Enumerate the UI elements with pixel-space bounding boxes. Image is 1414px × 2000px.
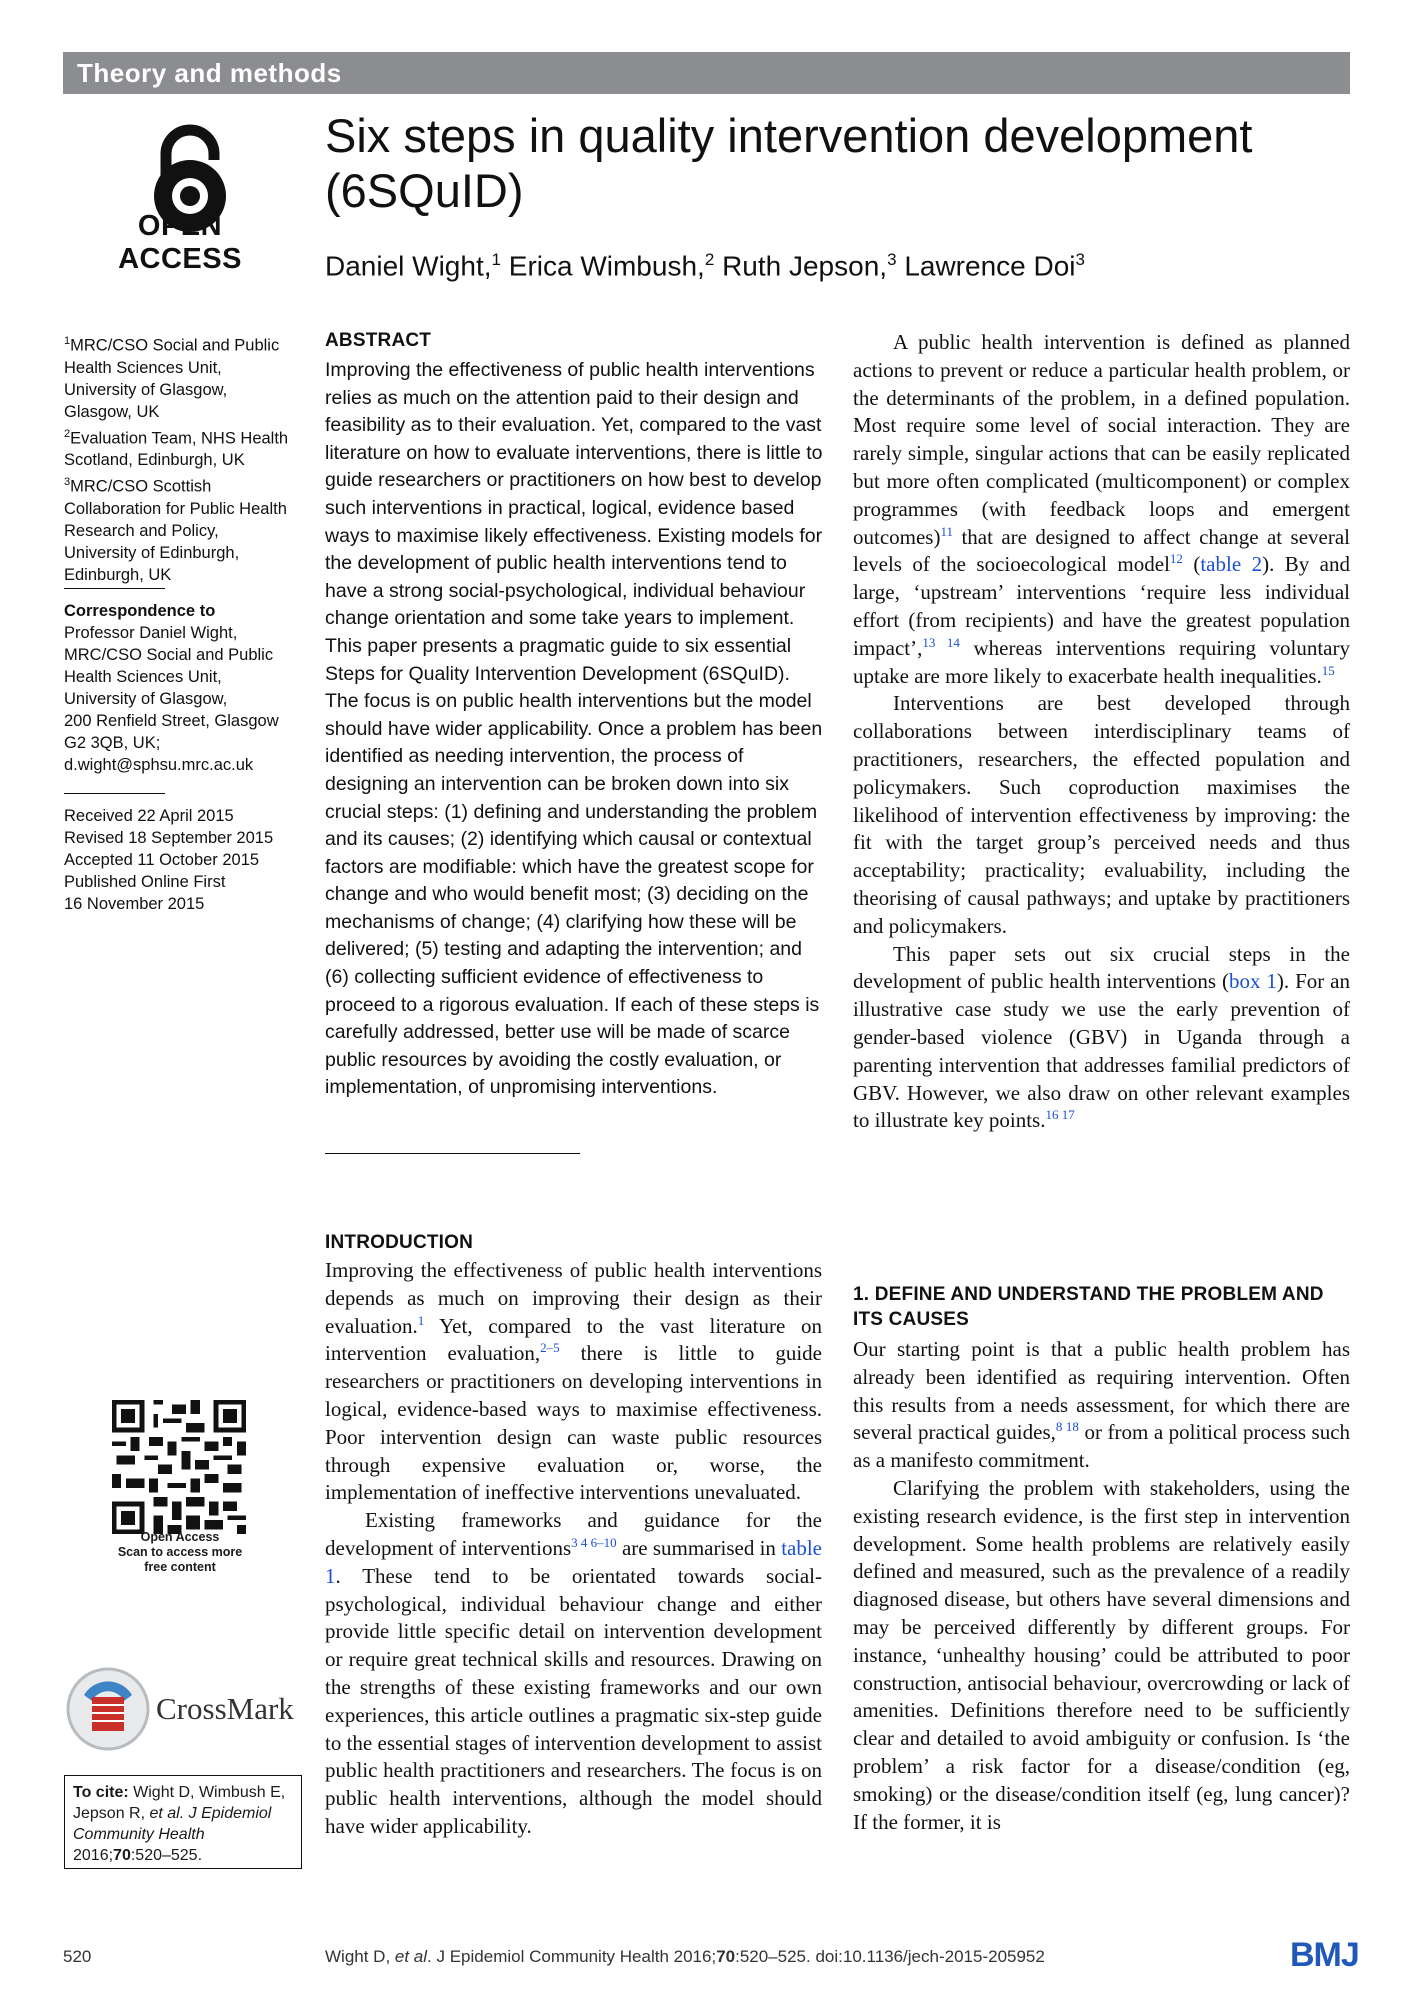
crossmark-icon xyxy=(64,1665,152,1753)
correspondence-line: G2 3QB, UK; xyxy=(64,734,161,752)
author-list xyxy=(325,250,1085,282)
crossmark-label: CrossMark xyxy=(156,1691,294,1726)
author: Daniel Wight, xyxy=(325,250,492,282)
paragraph: Interventions are best developed through collaborations between interdisciplinary teams of practitioners, researchers, the effected population and policymakers. Such coproduction maximises the likelihood of intervention effectiveness by improving: the fit with the target group’s perceived needs and thus acceptability; practicality; evaluability, including the theorising of causal pathways; and uptake by practitioners and policymakers. xyxy=(853,691,1350,938)
sidebar-divider xyxy=(64,793,165,794)
bmj-logo: BMJ xyxy=(1290,1936,1359,1974)
cite-pages: :520–525. xyxy=(130,1847,203,1864)
correspondence-line: MRC/CSO Social and Public xyxy=(64,646,274,664)
paragraph: Our starting point is that a public health problem has already been identified as requiring intervention. Often this results from a needs assessment, for which there are several practical guides,$^{8 18}$ or from a political process such as a manifesto commitment. xyxy=(853,1337,1351,1473)
affiliation xyxy=(64,423,294,472)
paragraph: Clarifying the problem with stakeholders, using the existing research evidence, is the first step in intervention development. Some health problems are relatively easily defined and measured, such as the prevalence of a readily diagnosed disease, but others have several dimensions and may be perceived differently by different groups. For instance, ‘unhealthy housing’ could be attributed to poor construction, antisocial behaviour, overcrowding or lack of amenities. Definitions therefore need to be sufficiently clear and detailed to avoid ambiguity or confusion. Is ‘the problem’ a risk factor for a disease/condition (eg, smoking) or the disease/condition itself (eg, lung cancer)? If the former, it is xyxy=(853,1475,1350,1834)
correspondence-line: University of Glasgow, xyxy=(64,690,228,708)
correspondence-title: Correspondence to xyxy=(64,602,216,620)
intervention-definition-body xyxy=(853,329,1350,1135)
reference-link[interactable]: 3 4 6–10 xyxy=(571,1534,617,1550)
qr-caption xyxy=(100,1530,260,1575)
footer-citation: Wight D, et al. J Epidemiol Community Health 2016;70:520–525. doi:10.1136/jech-2015-205952 xyxy=(325,1947,1045,1966)
paragraph: A public health intervention is defined as planned actions to prevent or reduce a particular health problem, or the determinants of the problem, in a defined population. Most require some level of social interaction. They are rarely simple, singular actions that can be easily replicated but more often complicated (multicomponent) or complex programmes (with feedback loops and emergent outcomes)$^{11}$ that are designed to affect change at several levels of the socioecological model$^{12}$ (table 2). By and large, ‘upstream’ interventions ‘require less individual effort (from recipients) and have the greatest population impact’,$^{13 14}$ whereas interventions requiring voluntary uptake are more likely to exacerbate health inequalities.$^{15}$ xyxy=(853,330,1350,688)
date-line: 16 November 2015 xyxy=(64,895,205,913)
abstract-text: Improving the effectiveness of public health interventions relies as much on the attention paid to their design and feasibility as to their evaluation. Yet, compared to the vast literature on how to evaluate interventions, there is little to guide researchers or practitioners on how best to develop such interventions in practical, logical, evidence based ways to maximise likely effectiveness. Existing models for the development of public health interventions tend to have a strong social-psychological, individual behaviour change orientation and some take years to implement. This paper presents a pragmatic guide to six essential Steps for Quality Intervention Development (6SQuID). The focus is on public health interventions but the model should have wider applicability. Once a problem has been identified as needing intervention, the process of designing an intervention can be broken down into six crucial steps: (1) defining and understanding the problem and its causes; (2) identifying which causal or contextual factors are modifiable: which have the greatest scope for change and who would benefit most; (3) deciding on the mechanisms of change; (4) clarifying how these will be delivered; (5) testing and adapting the intervention; and (6) collecting sufficient evidence of effectiveness to proceed to a rigorous evaluation. If each of these steps is carefully addressed, better use will be made of scarce public resources by avoiding the costly evaluation, or implementation, of unpromising interventions. xyxy=(325,359,823,1099)
section-banner xyxy=(63,52,1350,94)
article-dates xyxy=(64,805,304,915)
abstract-heading: ABSTRACT xyxy=(325,330,432,351)
cite-label: To cite: xyxy=(73,1784,129,1801)
cite-journal: J Epidemiol Community Health xyxy=(73,1805,272,1843)
correspondence-line: Professor Daniel Wight, xyxy=(64,624,238,642)
affiliation-marker: 3 xyxy=(887,250,897,269)
open-access-label: OPEN ACCESS xyxy=(118,210,242,275)
date-line: Received 22 April 2015 xyxy=(64,807,234,825)
qr-caption-line: Scan to access more xyxy=(117,1545,243,1559)
affiliation-marker: 1 xyxy=(491,250,501,269)
affiliation-marker: 3 xyxy=(1075,250,1085,269)
reference-link[interactable]: 1 xyxy=(417,1312,425,1328)
reference-link[interactable]: 16 17 xyxy=(1045,1107,1075,1123)
paragraph: Existing frameworks and guidance for the development of interventions$^{3 4 6-10}$ are summarised in table 1. These tend to be orientated towards social-psychological, individual behaviour change and either provide little specific detail on intervention development or require great technical skills and resources. Drawing on the strengths of these existing frameworks and our own experiences, this article outlines a pragmatic six-step guide to the essential stages of intervention development to assist public health practitioners and researchers. The focus is on public health interventions, although the model should have wider applicability. xyxy=(325,1508,822,1838)
cite-authors: Wight D, Wimbush E, Jepson R, xyxy=(73,1784,286,1822)
section1-heading: 1. DEFINE AND UNDERSTAND THE PROBLEM AND ITS CAUSES xyxy=(853,1284,1324,1330)
reference-link[interactable]: 12 xyxy=(1169,551,1183,567)
crossmark-badge[interactable] xyxy=(64,1665,294,1755)
table-link[interactable]: table 1 xyxy=(325,1535,822,1588)
correspondence-line: 200 Renfield Street, Glasgow xyxy=(64,712,279,730)
paragraph: This paper sets out six crucial steps in the development of public health interventions (box 1). For an illustrative case study we use the early prevention of gender-based violence (GBV) in Uganda through a parenting intervention that addresses familial predictors of GBV. However, we also draw on other relevant examples to illustrate key points.$^{16 17}$ xyxy=(853,941,1350,1133)
table-link[interactable]: table 2 xyxy=(1200,552,1263,577)
affiliation xyxy=(64,471,294,586)
sidebar-divider xyxy=(64,588,165,589)
author: Lawrence Doi xyxy=(904,250,1076,282)
reference-link[interactable]: 15 xyxy=(1321,662,1335,678)
correspondence-email[interactable]: d.wight@sphsu.mrc.ac.uk xyxy=(64,756,254,774)
paragraph: Improving the effectiveness of public health interventions depends as much on improving their design as their evaluation.$^1$ Yet, compared to the vast literature on intervention evaluation,$^{2-5}$ there is little to guide researchers or practitioners on developing interventions in logical, evidence-based ways to maximise effectiveness. Poor intervention design can waste public resources through expensive evaluation or, worse, the implementation of ineffective interventions unevaluated. xyxy=(325,1258,822,1505)
reference-link[interactable]: 8 18 xyxy=(1055,1419,1079,1435)
citation-box xyxy=(64,1775,302,1869)
affiliation-number: 3 xyxy=(64,476,71,488)
affiliation-marker: 2 xyxy=(704,250,715,269)
reference-link[interactable]: 2–5 xyxy=(540,1340,560,1356)
section-banner-label: Theory and methods xyxy=(77,58,342,88)
page-number: 520 xyxy=(63,1947,92,1966)
date-line: Published Online First xyxy=(64,873,226,891)
article-title: Six steps in quality intervention development (6SQuID) xyxy=(325,109,1253,217)
qr-code-icon[interactable] xyxy=(112,1400,246,1534)
box-link[interactable]: box 1 xyxy=(1229,969,1277,994)
author: Ruth Jepson, xyxy=(722,250,888,282)
qr-caption-line: Open Access xyxy=(140,1530,220,1544)
qr-caption-line: free content xyxy=(144,1560,216,1574)
reference-link[interactable]: 11 xyxy=(940,523,954,539)
introduction-body xyxy=(325,1257,822,1841)
affiliation xyxy=(64,330,294,423)
correspondence xyxy=(64,600,304,776)
cite-volume: 70 xyxy=(113,1847,131,1864)
date-line: Revised 18 September 2015 xyxy=(64,829,274,847)
affiliation-text: MRC/CSO Social and Public Health Sciences Unit, University of Glasgow, Glasgow, UK xyxy=(64,336,280,421)
section1-body xyxy=(853,1336,1350,1836)
affiliation-number: 1 xyxy=(64,335,71,347)
affiliation-text: MRC/CSO Scottish Collaboration for Public Health Research and Policy, University of Edinburgh, Edinburgh, UK xyxy=(64,477,287,584)
abstract-divider xyxy=(325,1153,580,1154)
author: Erica Wimbush, xyxy=(508,250,705,282)
reference-link[interactable]: 13 14 xyxy=(922,634,960,650)
date-line: Accepted 11 October 2015 xyxy=(64,851,260,869)
affiliations xyxy=(64,330,294,586)
cite-etal: et al. xyxy=(149,1805,185,1822)
affiliation-number: 2 xyxy=(64,427,71,440)
affiliation-text: Evaluation Team, NHS Health Scotland, Edinburgh, UK xyxy=(64,429,289,469)
cite-year: 2016; xyxy=(73,1847,114,1864)
correspondence-line: Health Sciences Unit, xyxy=(64,668,222,686)
introduction-heading: INTRODUCTION xyxy=(325,1232,474,1253)
